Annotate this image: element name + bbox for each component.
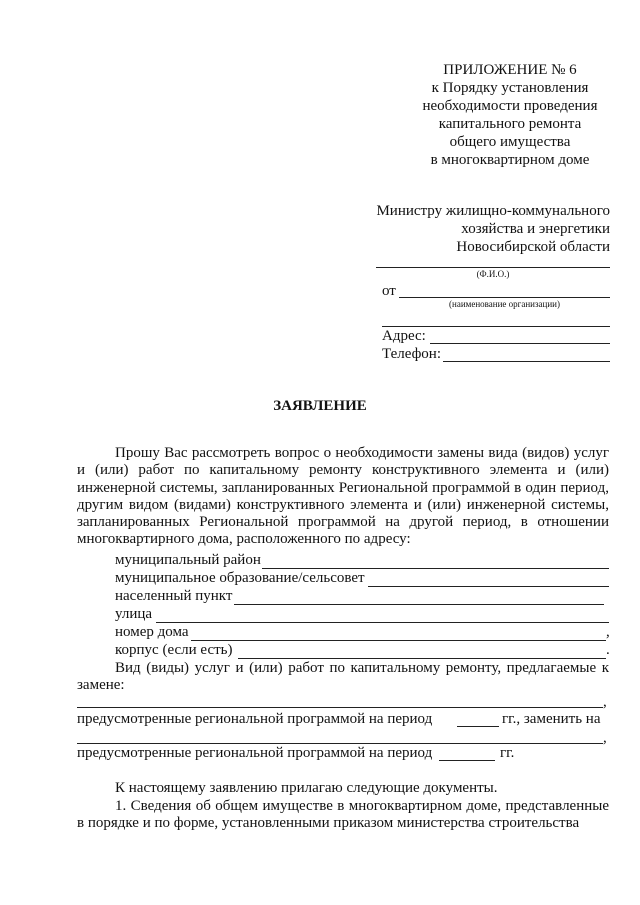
phone-label: Телефон: [382,346,441,362]
period-1-years-line[interactable] [457,726,499,727]
request-text: Прошу Вас рассмотреть вопрос о необходимости замены вида (видов) услуг и (или) работ по капитальному ремонту конструктивного элемента и (или) инженерной системы, запланированных Региональной программой в один период, другим видом (видами) конструктивного элемента и (или) инженерной системы, запланированных Региональной программой на другой период, в отношении многоквартирного дома, расположенного по адресу: [77,445,609,548]
org-line-2[interactable] [382,326,610,327]
field-street-line[interactable] [156,622,609,623]
address-label: Адрес: [382,328,426,344]
field-house-label: номер дома [115,624,189,640]
org-caption: (наименование организации) [449,299,560,309]
from-label: от [382,283,396,299]
field-municipality-label: муниципальное образование/сельсовет [115,570,365,586]
field-district-label: муниципальный район [115,552,261,568]
address-line[interactable] [430,343,610,344]
appendix-line: к Порядку установления [431,80,589,96]
appendix-line: необходимости проведения [422,98,598,114]
field-building-label: корпус (если есть) [115,642,233,658]
addressee-line: Министру жилищно-коммунального [376,203,610,219]
attachment-item-1 [77,798,609,833]
attachment-item-1-text: 1. Сведения об общем имуществе в многоквартирном доме, представленные в порядке и по форме, установленными приказом министерства строительства [77,798,609,832]
document-title: ЗАЯВЛЕНИЕ [273,398,367,414]
period-2-years-line[interactable] [439,760,495,761]
field-building-period: . [606,642,610,658]
appendix-title: ПРИЛОЖЕНИЕ № 6 [443,62,577,78]
period-2-text: предусмотренные региональной программой на период [77,745,433,761]
attachments-intro: К настоящему заявлению прилагаю следующие документы. [115,780,498,796]
field-municipality-line[interactable] [368,586,609,587]
phone-line[interactable] [443,361,610,362]
appendix-line: в многоквартирном доме [430,152,590,168]
fio-caption: (Ф.И.О.) [476,269,510,279]
works-blank-line-2[interactable] [77,743,603,744]
field-house-line[interactable] [191,640,606,641]
addressee-line: хозяйства и энергетики [461,221,610,237]
from-org-line[interactable] [399,297,610,298]
works-blank-comma-2: , [603,730,607,746]
request-paragraph [77,445,609,549]
appendix-line: общего имущества [449,134,571,150]
works-blank-comma-1: , [603,694,607,710]
field-building-line[interactable] [238,658,606,659]
fio-line[interactable] [376,267,610,268]
field-settlement-label: населенный пункт [115,588,233,604]
field-house-comma: , [606,624,610,640]
period-1-text: предусмотренные региональной программой на период [77,711,433,727]
works-blank-line-1[interactable] [77,707,603,708]
period-1-end: гг., заменить на [502,711,601,727]
field-district-line[interactable] [262,568,609,569]
field-settlement-line[interactable] [234,604,604,605]
addressee-line: Новосибирской области [456,239,610,255]
works-text: Вид (виды) услуг и (или) работ по капитальному ремонту, предлагаемые к замене: [77,660,609,694]
field-street-label: улица [115,606,153,622]
period-2-end: гг. [500,745,515,761]
appendix-line: капитального ремонта [438,116,582,132]
works-paragraph [77,660,609,695]
